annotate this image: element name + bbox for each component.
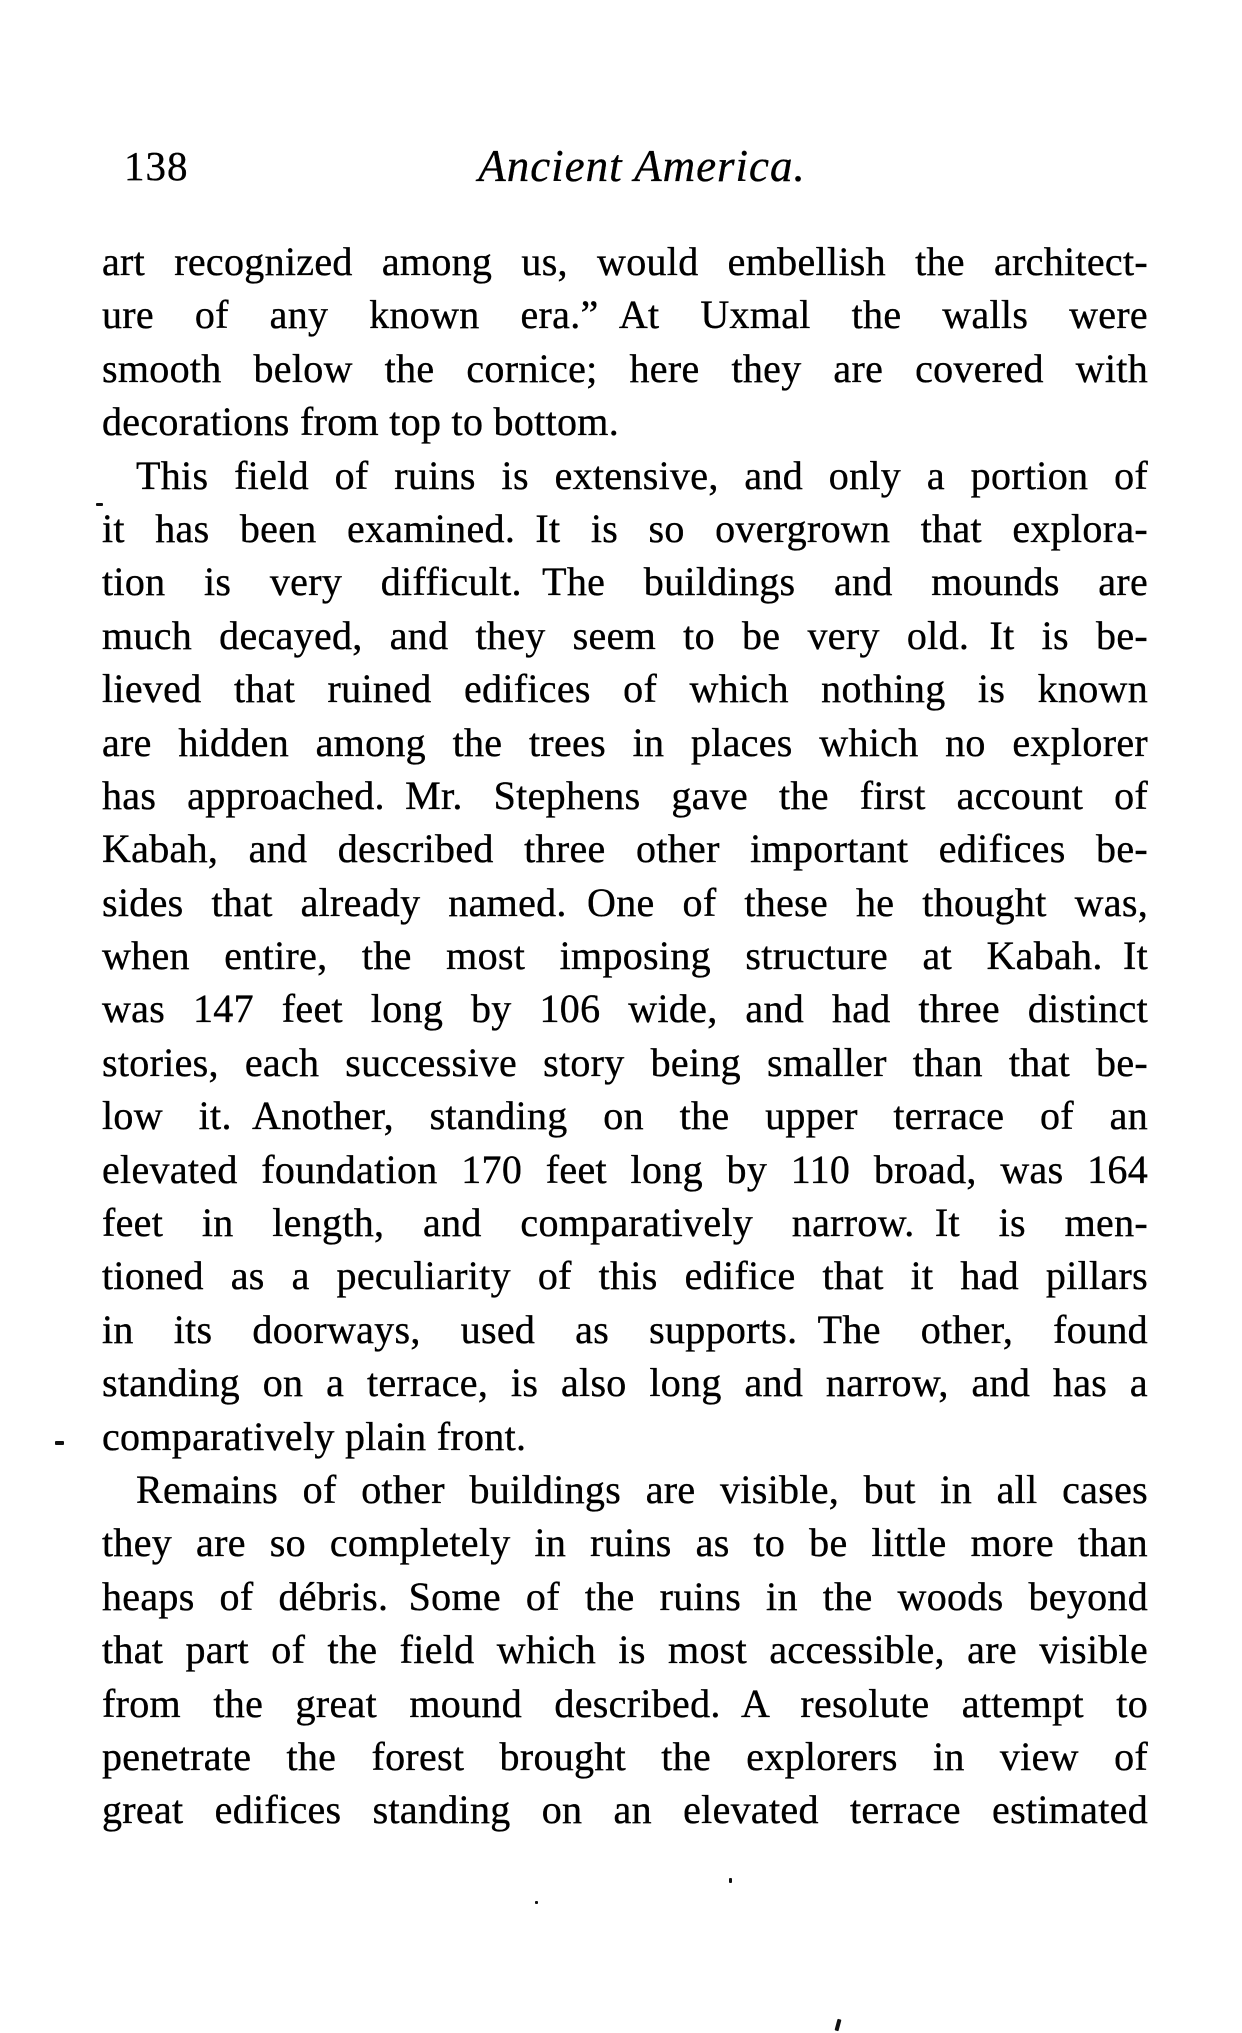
text-line: comparatively plain front. (102, 1413, 527, 1459)
running-title: Ancient America. (478, 141, 806, 191)
paragraph (102, 235, 1148, 449)
paragraph (102, 1463, 1148, 1837)
scan-speck (729, 1878, 732, 1883)
text-line: tion is very difficult. The buildings and mounds are (102, 559, 1148, 605)
text-line: they are so completely in ruins as to be little more than (102, 1520, 1148, 1566)
page-number: 138 (124, 143, 189, 189)
text-line: heaps of débris. Some of the ruins in the woods beyond (102, 1573, 1148, 1619)
text-line: sides that already named. One of these he thought was, (102, 879, 1148, 925)
text-line: Kabah, and described three other important edifices be- (102, 826, 1148, 872)
text-line: much decayed, and they seem to be very old. It is be- (102, 612, 1148, 658)
page-header (0, 141, 1242, 195)
text-line: when entire, the most imposing structure at Kabah. It (102, 933, 1148, 979)
text-line: tioned as a peculiarity of this edifice that it had pillars (102, 1253, 1148, 1299)
text-line: are hidden among the trees in places which no explorer (102, 719, 1148, 765)
text-line: smooth below the cornice; here they are covered with (102, 345, 1148, 391)
scan-speck (96, 503, 103, 506)
text-line: feet in length, and comparatively narrow. It is men- (102, 1200, 1148, 1246)
text-line: that part of the field which is most accessible, are visible (102, 1627, 1148, 1673)
scan-speck (535, 1901, 538, 1904)
text-line: art recognized among us, would embellish the architect- (102, 239, 1148, 284)
text-line: stories, each successive story being smaller than that be- (102, 1039, 1148, 1085)
text-line: ure of any known era.” At Uxmal the walls were (102, 292, 1148, 338)
text-line: This field of ruins is extensive, and only a portion of (136, 452, 1148, 498)
text-line: standing on a terrace, is also long and narrow, and has a (102, 1360, 1148, 1406)
page-body (102, 235, 1148, 1837)
text-line: elevated foundation 170 feet long by 110 broad, was 164 (102, 1146, 1148, 1192)
text-line: has approached. Mr. Stephens gave the first account of (102, 772, 1148, 818)
scan-speck (55, 1441, 64, 1445)
text-line: lieved that ruined edifices of which nothing is known (102, 666, 1148, 712)
text-line: from the great mound described. A resolute attempt to (102, 1680, 1148, 1726)
text-line: in its doorways, used as supports. The other, found (102, 1306, 1148, 1352)
text-line: it has been examined. It is so overgrown that explora- (102, 505, 1148, 551)
text-line: penetrate the forest brought the explorers in view of (102, 1733, 1148, 1779)
text-line: was 147 feet long by 106 wide, and had three distinct (102, 986, 1148, 1032)
scan-speck (835, 2019, 842, 2032)
text-line: Remains of other buildings are visible, but in all cases (136, 1466, 1148, 1512)
text-line: decorations from top to bottom. (102, 399, 619, 445)
text-line: great edifices standing on an elevated terrace estimated (102, 1787, 1148, 1833)
text-line: low it. Another, standing on the upper terrace of an (102, 1093, 1148, 1139)
paragraph (102, 449, 1148, 1463)
